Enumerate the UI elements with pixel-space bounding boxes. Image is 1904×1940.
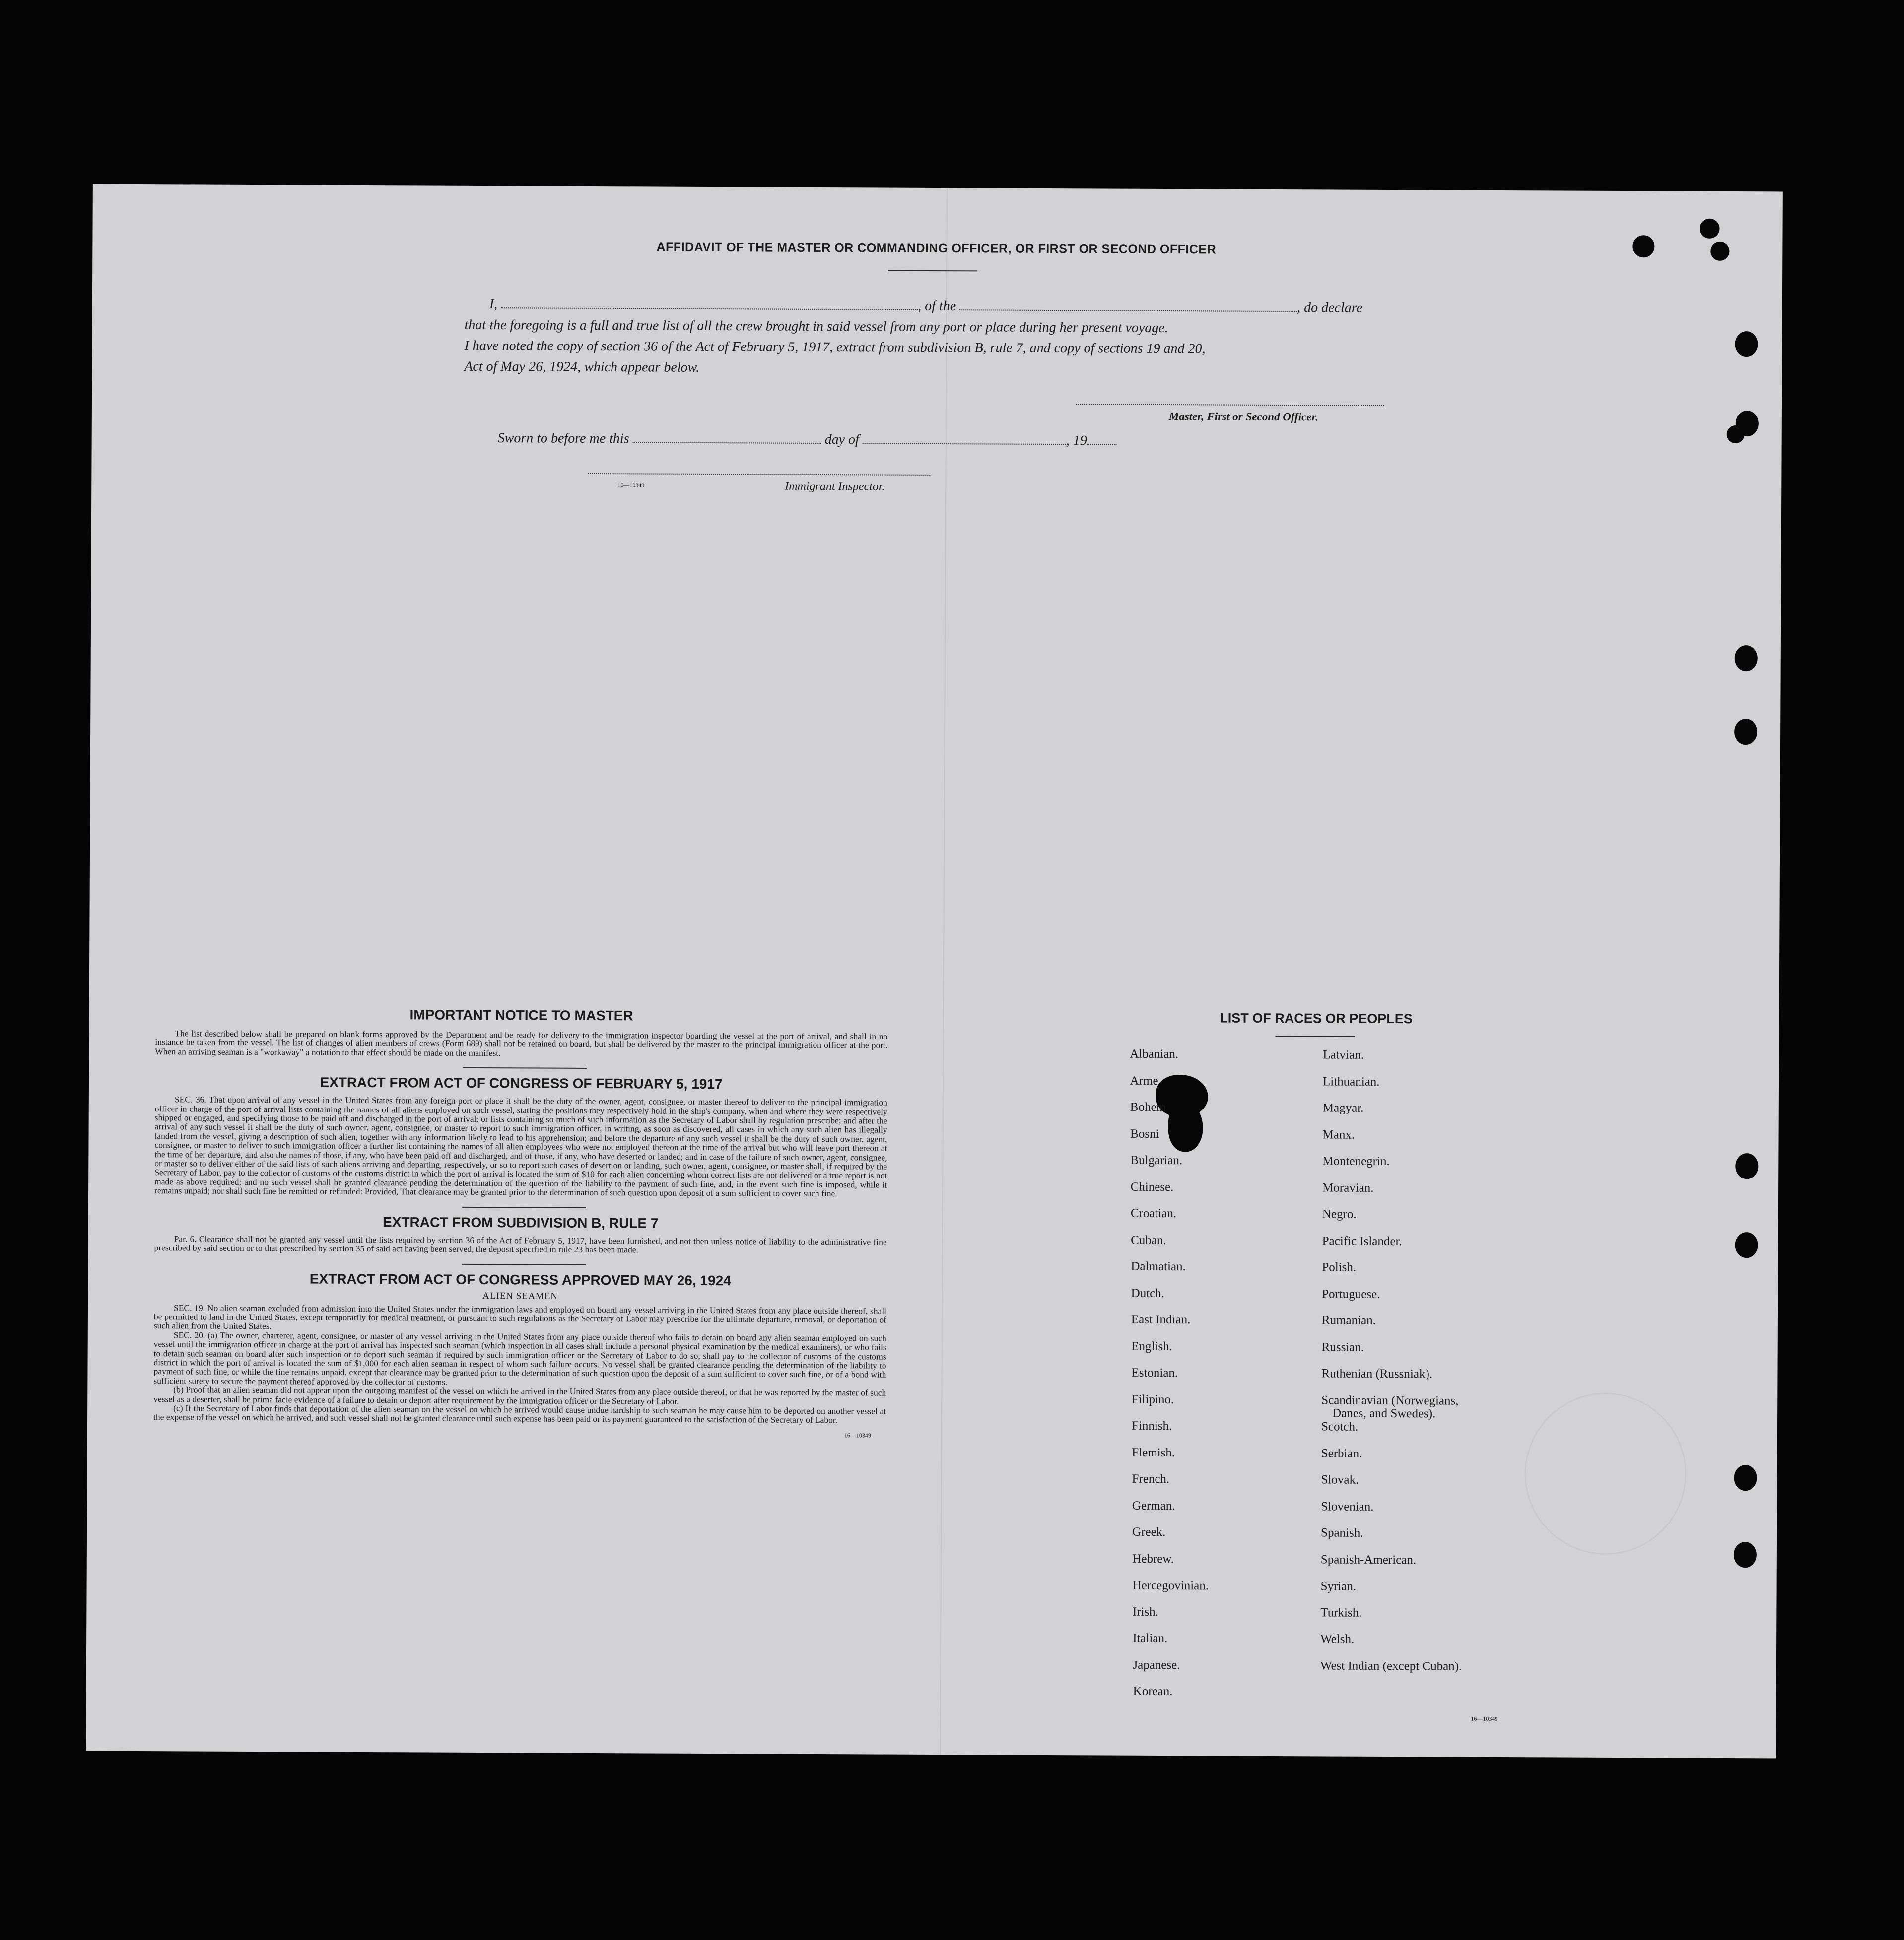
punch-hole: [1735, 645, 1758, 671]
race-item: Russian.: [1321, 1340, 1364, 1354]
do-declare-label: , do declare: [1297, 300, 1363, 316]
race-item: German.: [1132, 1499, 1175, 1513]
sec20a-text: SEC. 20. (a) The owner, charterer, agent, consignee, or master of any vessel arriving in the United States from any place outside thereof who fails to detain on board any alien seaman employed on such vessel until the immigration officer in charge at the port of arrival has inspected such seaman (which inspection in all cases shall include a personal physical examination by the medical examiners), or who fails to detain such seaman on board after such inspection or to deport such seaman if required by such immigration officer or the Secretary of Labor to do so, shall pay to the collector of customs of the customs district in which the port of arrival is located the sum of $1,000 for each alien seaman in respect of whom such failure occurs. No vessel shall be granted clearance pending the determination of the liability to payment of such fine, or while the fine remains unpaid, except that clearance may be granted prior to the determination of such question upon the deposit of a sum sufficient to cover such fine, or of a bond with sufficient surety to secure the payment thereof approved by the collector of customs.: [153, 1330, 886, 1387]
form-number-top: 16—10349: [617, 482, 645, 489]
race-item: Latvian.: [1323, 1048, 1364, 1062]
name-blank: [501, 297, 918, 310]
race-item: Ruthenian (Russniak).: [1321, 1367, 1433, 1381]
section-rule: [462, 1207, 586, 1208]
race-item: Greek.: [1132, 1525, 1166, 1539]
race-item: Polish.: [1322, 1260, 1357, 1274]
punch-hole: [1700, 219, 1719, 239]
race-item: Moravian.: [1322, 1180, 1374, 1195]
punch-hole: [1735, 1232, 1758, 1258]
race-item: East Indian.: [1131, 1313, 1191, 1327]
punch-hole: [1632, 235, 1654, 257]
sworn-line: [498, 428, 1242, 452]
races-left-column: [93, 184, 1783, 192]
punch-hole: [1735, 331, 1758, 357]
notice-text: The list described below shall be prepared on blank forms approved by the Department and be ready for delivery to the immigration inspector boarding the vessel at the port of arrival, and shall in no instance be taken from the vessel. The list of changes of alien members of crews (Form 689) shall not be retained on board, but shall be delivered by the master to the principal immigration officer at the port. When an arriving seaman is a "workaway" a notation to that effect should be made on the manifest.: [155, 1028, 888, 1058]
year-prefix: , 19: [1066, 433, 1087, 449]
race-item: Bulgarian.: [1130, 1153, 1183, 1168]
legal-column: [153, 1006, 888, 1439]
race-item: Japanese.: [1133, 1658, 1180, 1672]
punch-hole: [1734, 719, 1757, 745]
races-heading: LIST OF RACES OR PEOPLES: [1220, 1010, 1413, 1027]
punch-hole: [1727, 425, 1745, 443]
races-rule: [1275, 1036, 1355, 1037]
race-item: Slovak.: [1321, 1473, 1359, 1487]
race-item: Scandinavian (Norwegians,: [1321, 1393, 1459, 1408]
title-rule: [888, 270, 977, 272]
document-sheet: [86, 184, 1783, 1759]
affidavit-title: AFFIDAVIT OF THE MASTER OR COMMANDING OFFICER, OR FIRST OR SECOND OFFICER: [656, 240, 1217, 257]
extract-1917-text: SEC. 36. That upon arrival of any vessel in the United States from any foreign port or place it shall be the duty of the owner, agent, consignee, or master thereof to deliver to the principal immigration officer in charge of the port of arrival lists containing the names of all aliens employed on such vessel, stating the positions they respectively hold in the ship's company, when and where they were respectively shipped or engaged, and specifying those to be paid off and discharged in the port of arrival; or lists containing so much of such information as the Secretary of Labor shall by regulation prescribe; and after the arrival of any such vessel it shall be the duty of such owner, agent, consignee, or master to report to such immigration officer, in writing, as soon as discovered, all cases in which any such alien has illegally landed from the vessel, giving a description of such alien, together with any information likely to lead to his apprehension; and before the departure of any such vessel it shall be the duty of such owner, agent, consignee, or master to deliver to such immigration officer a further list containing the names of all alien employees who were not employed thereon at the time of the arrival but who will leave port thereon at the time of her departure, and also the names of those, if any, who have been paid off and discharged, and of those, if any, who have deserted or landed; and in case of the failure of such owner, agent, consignee, or master so to deliver either of the said lists of such aliens arriving and departing, respectively, or so to report such cases of desertion or landing, such owner, agent, consignee, or master shall, if required by the Secretary of Labor, pay to the collector of customs of the customs district in which the port of arrival is located the sum of $10 for each alien concerning whom correct lists are not delivered or a true report is not made as above required; and no such vessel shall be granted clearance pending the determination of the question of the liability to the payment of such fine, and, in the event such fine is imposed, while it remains unpaid; nor shall such fine be remitted or refunded: Provided, That clearance may be granted prior to the determination of such question upon deposit of a sum sufficient to cover such fine.: [154, 1094, 887, 1199]
sec20c-text: (c) If the Secretary of Labor finds that deportation of the alien seaman on the vessel on which he arrived would cause undue hardship to such seaman he may cause him to be deported on another vessel at the expense of the vessel on which he arrived, and such vessel shall not be granted clearance until such expense has been paid or its payment guaranteed to the satisfaction of the Secretary of Labor.: [153, 1403, 886, 1425]
of-the-label: , of the: [918, 298, 956, 314]
race-item: Hebrew.: [1132, 1552, 1174, 1566]
alien-seamen-subheading: ALIEN SEAMEN: [482, 1290, 558, 1302]
race-item: Dutch.: [1131, 1286, 1165, 1300]
inspector-line: [588, 473, 930, 477]
section-rule: [463, 1067, 587, 1069]
punch-hole: [1734, 1542, 1757, 1568]
race-item: Rumanian.: [1321, 1314, 1376, 1327]
affidavit-line4: Act of May 26, 1924, which appear below.: [464, 358, 700, 375]
form-number-right: 16—10349: [1471, 1715, 1498, 1722]
extract-1917-heading: EXTRACT FROM ACT OF CONGRESS OF FEBRUARY 5, 1917: [320, 1074, 723, 1092]
race-item: Portuguese.: [1322, 1287, 1380, 1301]
subdivision-b-heading: EXTRACT FROM SUBDIVISION B, RULE 7: [383, 1214, 659, 1231]
race-item: Bohem: [1130, 1100, 1166, 1114]
sec19-text: SEC. 19. No alien seaman excluded from admission into the United States under the immigration laws and employed on board any vessel arriving in the United States from any place outside thereof, shall be permitted to land in the United States, except temporarily for medical treatment, or pursuant to such regulations as the Secretary of Labor may prescribe for the ultimate departure, removal, or deportation of such alien from the United States.: [153, 1302, 887, 1331]
race-item: Korean.: [1133, 1684, 1173, 1699]
race-item: Bosni: [1130, 1127, 1159, 1141]
form-number-left: 16—10349: [844, 1431, 871, 1439]
race-item: Arme: [1130, 1074, 1158, 1088]
race-item: Lithuanian.: [1322, 1074, 1380, 1089]
extract-1924-heading: EXTRACT FROM ACT OF CONGRESS APPROVED MAY 26, 1924: [309, 1271, 731, 1288]
race-item: Dalmatian.: [1131, 1259, 1186, 1274]
race-item: Chinese.: [1130, 1180, 1174, 1194]
race-item: Spanish.: [1321, 1526, 1363, 1540]
race-item: Magyar.: [1322, 1101, 1364, 1115]
race-item: Filipino.: [1131, 1392, 1174, 1406]
race-item: Estonian.: [1131, 1366, 1178, 1380]
race-item: Slovenian.: [1321, 1499, 1374, 1514]
ink-blot: [1168, 1102, 1203, 1152]
race-item: Hercegovinian.: [1132, 1578, 1209, 1593]
race-item: Flemish.: [1132, 1446, 1175, 1459]
sworn-prefix: Sworn to before me this: [497, 430, 629, 447]
race-item: Manx.: [1322, 1127, 1355, 1142]
notice-heading: IMPORTANT NOTICE TO MASTER: [409, 1007, 633, 1024]
faded-seal: [1524, 1392, 1687, 1555]
race-item: Scotch.: [1321, 1420, 1359, 1434]
year-blank: [1087, 434, 1117, 445]
race-item: Syrian.: [1320, 1579, 1357, 1593]
vessel-blank: [959, 299, 1297, 312]
affidavit-i-label: I,: [489, 296, 498, 312]
month-blank: [863, 433, 1066, 445]
race-item: Croatian.: [1130, 1206, 1177, 1221]
race-item: French.: [1132, 1472, 1170, 1486]
race-item: West Indian (except Cuban).: [1320, 1659, 1462, 1673]
race-item: English.: [1131, 1339, 1172, 1353]
page-fold: [940, 188, 948, 1755]
signature-line: [1076, 404, 1384, 407]
race-item: Albanian.: [1130, 1047, 1179, 1061]
race-item: Serbian.: [1321, 1446, 1362, 1460]
day-of-label: day of: [824, 432, 859, 448]
race-item: Pacific Islander.: [1322, 1234, 1402, 1248]
race-item: Welsh.: [1320, 1632, 1355, 1646]
sec20b-text: (b) Proof that an alien seaman did not appear upon the outgoing manifest of the vessel on which he arrived in the United States from any place outside thereof, or that he was reported by the master of such vessel as a deserter, shall be prima facie evidence of a failure to detain or deport after requirement by the immigration officer or the Secretary of Labor.: [153, 1385, 886, 1406]
inspector-label: Immigrant Inspector.: [785, 480, 885, 493]
signature-label: Master, First or Second Officer.: [1168, 410, 1319, 423]
affidavit-line3: I have noted the copy of section 36 of the Act of February 5, 1917, extract from subdivision B, rule 7, and copy of sections 19 and 20,: [464, 338, 1206, 357]
race-item: Negro.: [1322, 1207, 1357, 1221]
race-item: Finnish.: [1131, 1419, 1172, 1433]
subdivision-b-text: Par. 6. Clearance shall not be granted any vessel until the lists required by section 36 of the Act of February 5, 1917, have been furnished, and not then unless notice of liability to the administrative fine prescribed by said section or to that prescribed by section 35 of said act having been served, the deposit specified in rule 23 has been made.: [154, 1234, 887, 1255]
day-blank: [633, 432, 821, 444]
race-item: Turkish.: [1320, 1605, 1362, 1620]
affidavit-line2: that the foregoing is a full and true list of all the crew brought in said vessel from any port or place during her present voyage.: [464, 317, 1168, 336]
race-item: Danes, and Swedes).: [1332, 1406, 1436, 1420]
race-item: Spanish-American.: [1320, 1552, 1417, 1567]
punch-hole: [1734, 1465, 1757, 1491]
race-item: Italian.: [1133, 1631, 1168, 1646]
races-right-column: [93, 184, 1783, 192]
race-item: Montenegrin.: [1322, 1154, 1390, 1169]
punch-hole: [1710, 242, 1729, 261]
section-rule: [462, 1263, 586, 1265]
punch-hole: [1735, 1153, 1758, 1179]
race-item: Irish.: [1132, 1605, 1159, 1619]
race-item: Cuban.: [1131, 1233, 1166, 1247]
